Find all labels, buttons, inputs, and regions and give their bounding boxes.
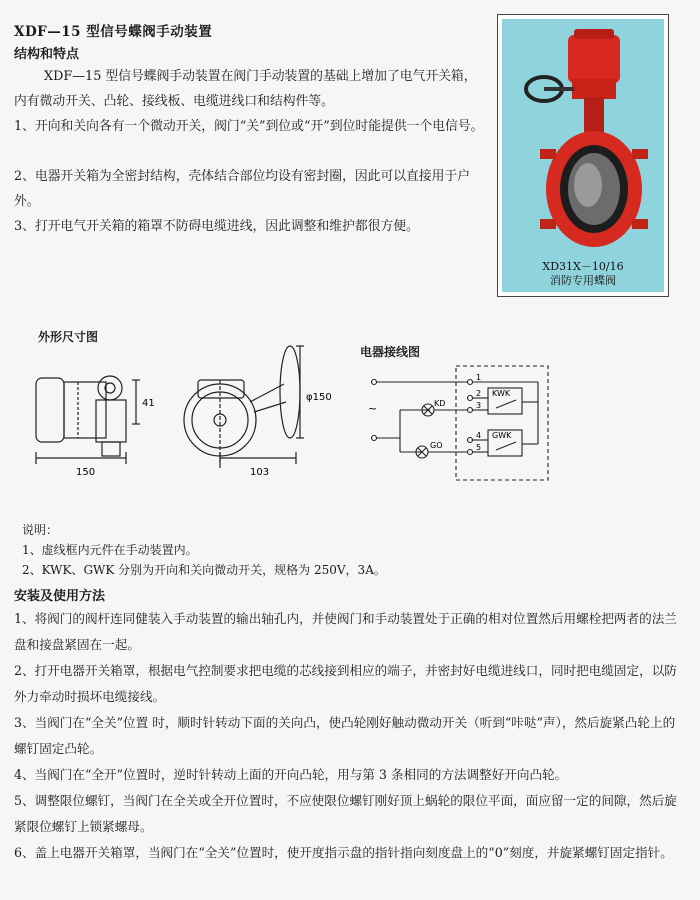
dim-41: 41 [142, 398, 155, 409]
feature-item-2: 2、电器开关箱为全密封结构，壳体结合部位均设有密封圈，因此可以直接用于户外。 [14, 169, 471, 209]
section-title-install: 安装及使用方法 [14, 589, 106, 604]
install-step-6: 6、盖上电器开关箱罩，当阀门在“全关”位置时，使开度指示盘的指针指向刻度盘上的“0”刻度，并旋紧螺钉固定指针。 [14, 845, 673, 860]
install-step-4: 4、当阀门在“全开”位置时，逆时针转动上面的开向凸轮，用与第 3 条相同的方法调整好开向凸轮。 [14, 767, 568, 782]
lamp-go-label: GO [430, 441, 443, 450]
section-title-features: 结构和特点 [14, 47, 80, 62]
notes-heading: 说明： [22, 523, 59, 537]
dim-150-width: 150 [76, 467, 96, 478]
terminal-1: 1 [476, 373, 482, 382]
install-step-3: 3、当阀门在“全关”位置 时，顺时针转动下面的关向凸，使凸轮刚好触动微动开关（听到“咔哒”声），然后旋紧凸轮上的螺钉固定凸轮。 [14, 715, 676, 756]
dimension-drawing-label: 外形尺寸图 [38, 330, 99, 344]
terminal-2: 2 [476, 389, 482, 398]
lamp-kd-label: KD [434, 399, 446, 408]
switch-kwk-label: KWK [492, 389, 511, 398]
wiring-diagram-label: 电器接线图 [360, 345, 421, 359]
wiring-diagram [360, 360, 560, 490]
photo-caption-model: XD31X－10/16 [542, 260, 624, 273]
dim-phi-150: φ150 [306, 392, 332, 403]
terminal-5: 5 [476, 443, 482, 452]
note-item-1: 1、虚线框内元件在手动装置内。 [22, 543, 198, 557]
feature-item-3: 3、打开电气开关箱的箱罩不防碍电缆进线，因此调整和维护都很方便。 [14, 219, 419, 234]
feature-item-1: 1、开向和关向各有一个微动开关，阀门“关”到位或“开”到位时能提供一个电信号。 [14, 119, 484, 134]
switch-gwk-label: GWK [492, 431, 512, 440]
photo-caption-desc: 消防专用蝶阀 [550, 274, 616, 287]
product-photo [497, 14, 669, 297]
page-title: XDF—15 型信号蝶阀手动装置 [14, 24, 213, 40]
terminal-3: 3 [476, 401, 482, 410]
install-step-5: 5、调整限位螺钉，当阀门在全关或全开位置时，不应使限位螺钉刚好顶上蜗轮的限位平面，面应留一定的间隙，然后旋紧限位螺钉上锁紧螺母。 [14, 793, 677, 834]
intro-paragraph: XDF—15 型信号蝶阀手动装置在阀门手动装置的基础上增加了电气开关箱，内有微动开关、凸轮、接线板、电缆进线口和结构件等。 [14, 69, 477, 109]
install-step-1: 1、将阀门的阀杆连同健装入手动装置的输出轴孔内，并使阀门和手动装置处于正确的相对位置然后用螺栓把两者的法兰盘和接盘紧固在一起。 [14, 611, 677, 652]
note-item-2: 2、KWK、GWK 分别为开向和关向微动开关，规格为 250V，3A。 [22, 563, 386, 577]
dim-103: 103 [250, 467, 270, 478]
ac-symbol: ~ [368, 402, 378, 415]
install-step-2: 2、打开电器开关箱罩，根据电气控制要求把电缆的芯线接到相应的端子，并密封好电缆进线口，同时把电缆固定，以防外力牵动时损坏电缆接线。 [14, 663, 677, 704]
dimension-drawing [18, 340, 338, 500]
butterfly-valve-image [502, 19, 664, 259]
photo-caption [502, 260, 664, 288]
terminal-4: 4 [476, 431, 482, 440]
